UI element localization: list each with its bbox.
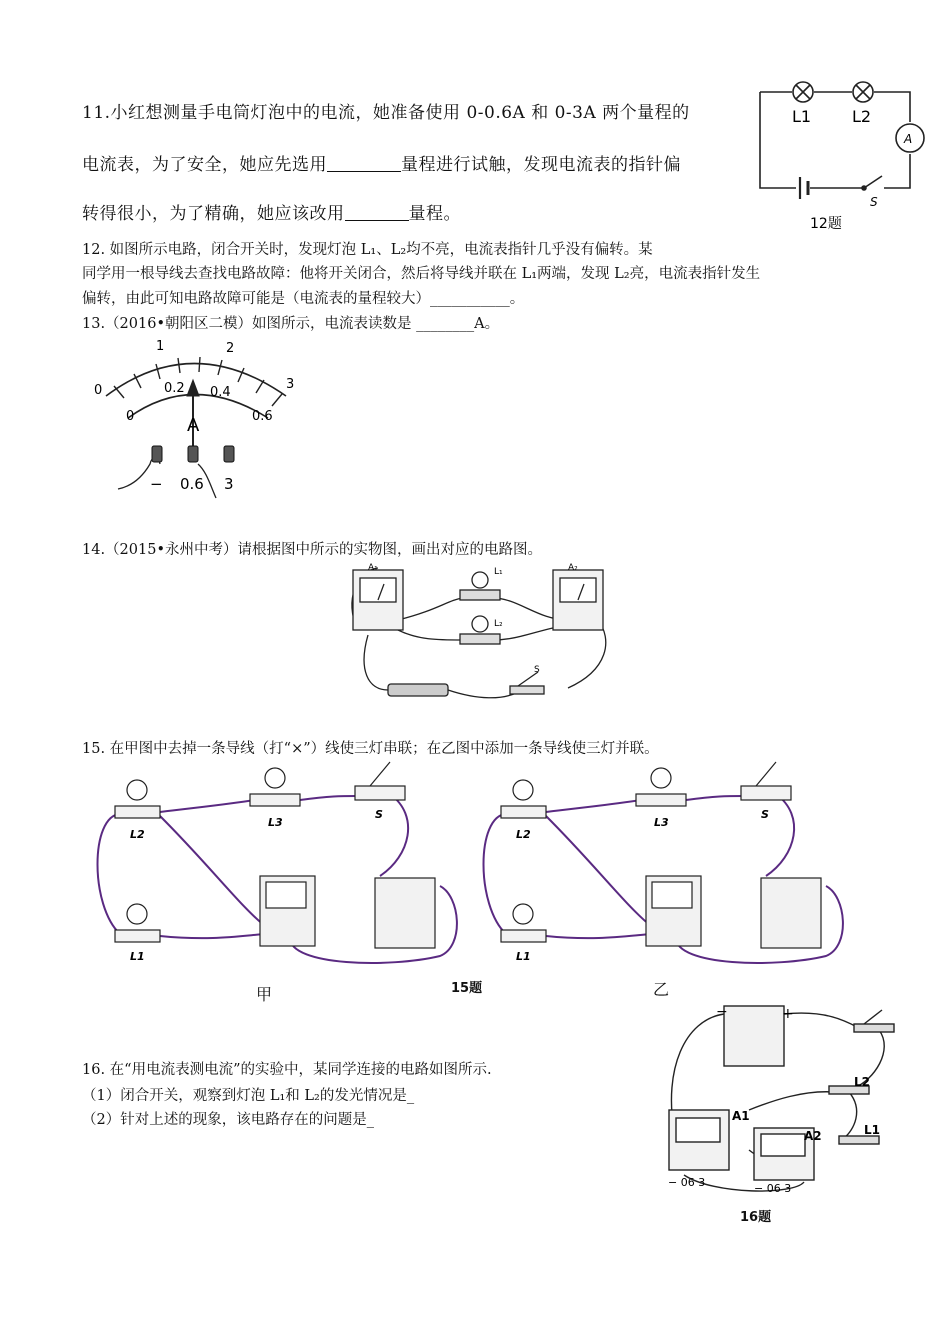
q11-line2-a: 电流表，为了安全，她应先选用	[82, 155, 327, 175]
label-l1: L1	[516, 950, 531, 963]
label-s: S	[761, 808, 769, 821]
q16-line2: （1）闭合开关，观察到灯泡 L₁和 L₂的发光情况是_	[82, 1088, 415, 1104]
inner-tick-0-4: 0.4	[210, 385, 231, 400]
outer-tick-1: 1	[156, 339, 165, 354]
q11-blank-2[interactable]	[345, 204, 409, 221]
caption-16: 16题	[740, 1210, 772, 1225]
q12-line2: 同学用一根导线去查找电路故障：他将开关闭合，然后将导线并联在 L₁两端，发现 L₂亮，电流表指针发生	[82, 266, 761, 282]
terminal-minus: −	[150, 475, 163, 493]
lamp-l2-label: L2	[852, 107, 872, 126]
label-l1: L1	[130, 950, 145, 963]
label-s: S	[534, 665, 540, 675]
q15-text: 15. 在甲图中去掉一条导线（打“×”）线使三灯串联；在乙图中添加一条导线使三灯并联。	[82, 741, 659, 757]
circuit-15-jia	[90, 756, 480, 976]
unit-a-label: A	[187, 415, 200, 436]
a2-terminals: − 06 3	[754, 1182, 792, 1195]
label-l1: L1	[864, 1123, 880, 1137]
label-s: S	[375, 808, 383, 821]
q11-line3-b: 量程。	[408, 204, 461, 224]
inner-tick-0-6: 0.6	[252, 409, 273, 424]
q12-line1: 12. 如图所示电路，闭合开关时，发现灯泡 L₁、L₂均不亮，电流表指针几乎没有偏转。某	[82, 242, 653, 258]
inner-tick-0: 0	[126, 409, 135, 424]
label-l2: L2	[130, 828, 145, 841]
battery-plus-label: +	[782, 1006, 794, 1022]
q11-blank-1[interactable]	[327, 155, 401, 172]
q11-line2	[82, 150, 681, 175]
label-a2: A2	[804, 1129, 822, 1143]
circuit-15-yi	[476, 756, 866, 976]
q13-text: 13.（2016•朝阳区二模）如图所示，电流表读数是 ________A。	[82, 316, 500, 332]
fig12-caption: 12题	[810, 216, 842, 232]
q16-line1: 16. 在“用电流表测电流”的实验中，某同学连接的电路如图所示.	[82, 1062, 492, 1078]
label-l2: L₂	[494, 619, 503, 629]
a1-terminals: − 06 3	[668, 1176, 706, 1189]
caption-yi: 乙	[653, 980, 670, 999]
q11-line2-b: 量程进行试触，发现电流表的指针偏	[401, 155, 681, 175]
q14-text: 14.（2015•永州中考）请根据图中所示的实物图，画出对应的电路图。	[82, 542, 543, 558]
circuit-diagram-12	[752, 80, 942, 240]
ammeter-dial-13	[88, 336, 318, 506]
label-a1: A1	[732, 1109, 750, 1123]
q12-line3: 偏转，由此可知电路故障可能是（电流表的量程较大）___________。	[82, 291, 525, 307]
switch-s-label: S	[870, 195, 878, 209]
physical-circuit-14	[338, 560, 618, 710]
q11-line3-a: 转得很小，为了精确，她应该改用	[82, 204, 345, 224]
label-a2: A₂	[568, 563, 578, 573]
terminal-3: 3	[224, 475, 234, 493]
q11-line1: 11.小红想测量手电筒灯泡中的电流，她准备使用 0-0.6A 和 0-3A 两个量程的	[82, 103, 690, 123]
outer-tick-0: 0	[94, 383, 103, 398]
label-l3: L3	[268, 816, 283, 829]
label-l2: L2	[854, 1075, 870, 1089]
meter-symbol-label: A	[904, 132, 913, 146]
terminal-0-6: 0.6	[180, 475, 204, 493]
battery-minus-label: −	[716, 1004, 728, 1020]
outer-tick-2: 2	[226, 341, 235, 356]
q16-line3: （2）针对上述的现象，该电路存在的问题是_	[82, 1112, 374, 1128]
inner-tick-0-2: 0.2	[164, 381, 185, 396]
caption-15: 15题	[451, 981, 483, 996]
caption-jia: 甲	[256, 985, 273, 1004]
label-l3: L3	[654, 816, 669, 829]
label-l1: L₁	[494, 567, 503, 577]
label-l2: L2	[516, 828, 531, 841]
label-a1: A₁	[368, 563, 378, 573]
circuit-16	[654, 1000, 924, 1200]
outer-tick-3: 3	[286, 377, 295, 392]
lamp-l1-label: L1	[792, 107, 812, 126]
q11-line3	[82, 199, 461, 224]
